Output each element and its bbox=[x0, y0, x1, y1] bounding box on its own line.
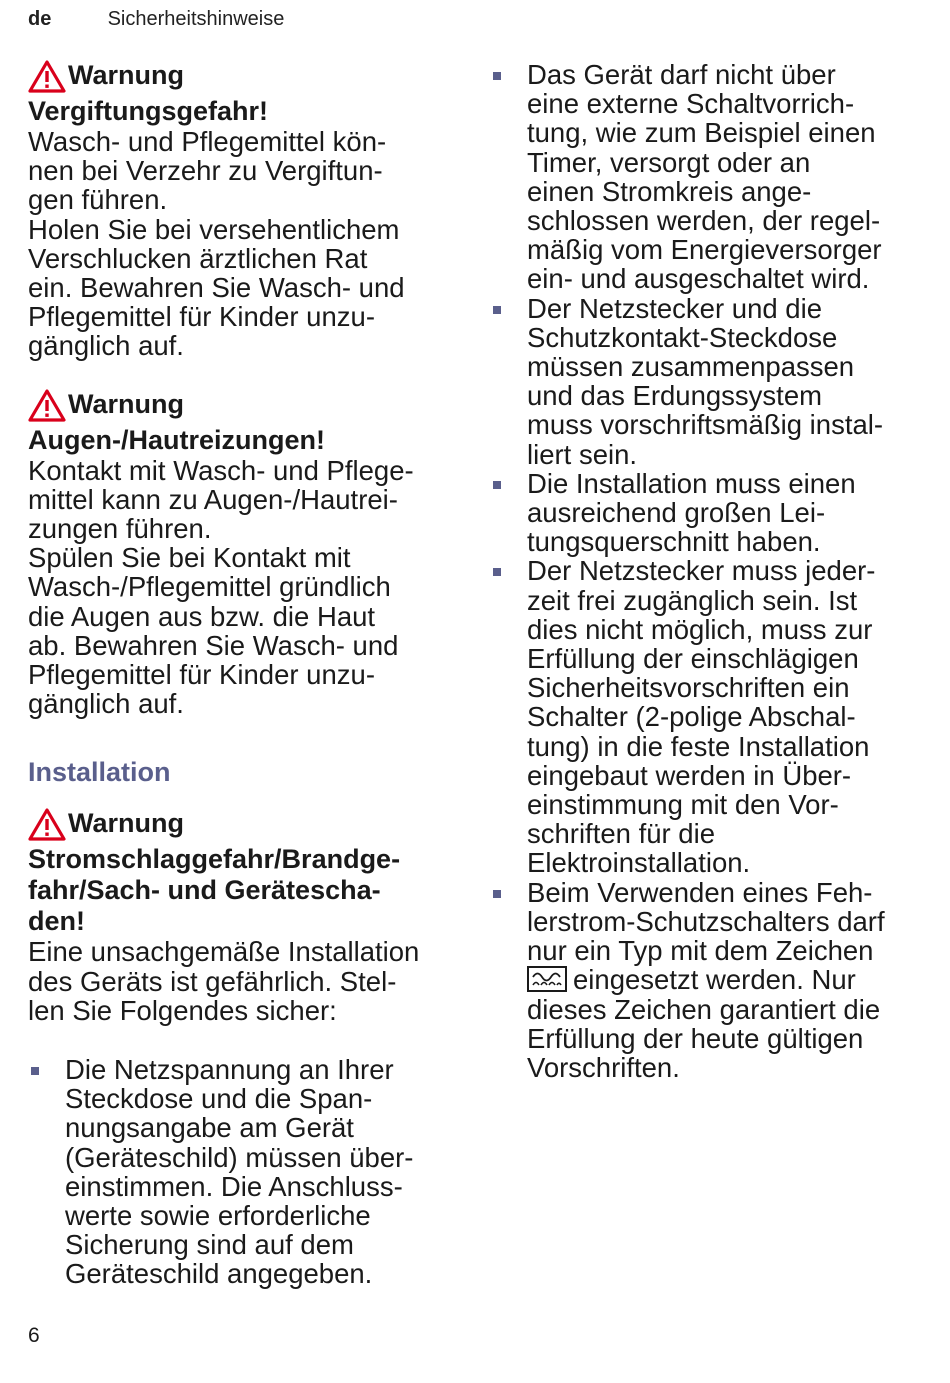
text-line: ein- und ausgeschaltet wird. bbox=[527, 263, 870, 295]
list-item bbox=[28, 1055, 458, 1289]
text-line: ab. Bewahren Sie Wasch- und bbox=[28, 629, 399, 661]
text-line-with-symbol bbox=[527, 965, 935, 994]
warning-text bbox=[28, 127, 458, 361]
page-header bbox=[28, 8, 284, 31]
text-line: Das Gerät darf nicht über bbox=[527, 59, 836, 90]
bullet-square-icon bbox=[493, 481, 501, 489]
warning-triangle-icon bbox=[28, 808, 66, 841]
warning-text bbox=[28, 937, 458, 1025]
section-header-title: Sicherheitshinweise bbox=[107, 8, 285, 30]
text-line: Holen Sie bei versehentlichem bbox=[28, 213, 400, 245]
text-line: tungsquerschnitt haben. bbox=[527, 526, 821, 558]
text-line: des Geräts ist gefährlich. Stel- bbox=[28, 965, 397, 997]
text-line: Elektroinstallation. bbox=[527, 847, 751, 879]
text-line: Wasch- und Pflegemittel kön- bbox=[28, 126, 387, 157]
text-line: ein. Bewahren Sie Wasch- und bbox=[28, 272, 405, 304]
text-line: und das Erdungssystem bbox=[527, 380, 823, 412]
text-line: Kontakt mit Wasch- und Pflege- bbox=[28, 454, 414, 486]
text-line: mittel kann zu Augen-/Hautrei- bbox=[28, 483, 398, 515]
text-line: Die Netzspannung an Ihrer bbox=[65, 1054, 394, 1086]
text-line: Sicherung sind auf dem bbox=[65, 1229, 354, 1261]
text-line: einstimmung mit den Vor- bbox=[527, 789, 839, 821]
subtitle-line: Stromschlaggefahr/Brandge- bbox=[28, 844, 401, 875]
warning-heading bbox=[28, 389, 458, 425]
text-line: muss vorschriftsmäßig instal- bbox=[527, 409, 884, 441]
bullet-square-icon bbox=[493, 306, 501, 314]
warning-triangle-icon bbox=[28, 60, 66, 93]
warning-subtitle: Augen-/Hautreizungen! bbox=[28, 424, 325, 455]
text-line: gänglich auf. bbox=[28, 688, 184, 720]
warning-subtitle: Vergiftungsgefahr! bbox=[28, 96, 269, 126]
list-item bbox=[490, 294, 935, 469]
text-line: Steckdose und die Span- bbox=[65, 1083, 373, 1115]
text-line: Sicherheitsvorschriften ein bbox=[527, 672, 850, 704]
installation-list-right bbox=[490, 60, 935, 1082]
warning-subtitle bbox=[28, 844, 458, 937]
list-item bbox=[490, 60, 935, 294]
text-line: tung) in die feste Installation bbox=[527, 730, 870, 762]
text-line: Eine unsachgemäße Installation bbox=[28, 936, 420, 968]
text-line: ausreichend großen Lei- bbox=[527, 497, 826, 529]
section-title-installation: Installation bbox=[28, 757, 171, 788]
text-line: len Sie Folgendes sicher: bbox=[28, 994, 337, 1026]
warning-heading bbox=[28, 808, 458, 844]
text-line: dies nicht möglich, muss zur bbox=[527, 613, 873, 645]
bullet-square-icon bbox=[493, 568, 501, 576]
text-line: tung, wie zum Beispiel einen bbox=[527, 117, 876, 149]
warning-poisoning bbox=[28, 60, 458, 361]
list-item bbox=[490, 878, 935, 1082]
language-code: de bbox=[28, 8, 52, 30]
text-line: Timer, versorgt oder an bbox=[527, 146, 811, 178]
text-line: Wasch-/Pflegemittel gründlich bbox=[28, 571, 391, 603]
text-line: Pflegemittel für Kinder unzu- bbox=[28, 659, 375, 691]
bullet-square-icon bbox=[493, 72, 501, 80]
text-line: nungsangabe am Gerät bbox=[65, 1112, 354, 1144]
warning-irritation bbox=[28, 389, 458, 719]
text-line: nen bei Verzehr zu Vergiftun- bbox=[28, 155, 383, 187]
text-line: liert sein. bbox=[527, 438, 638, 470]
list-item bbox=[490, 469, 935, 557]
list-item bbox=[490, 556, 935, 877]
text-line: mäßig vom Energieversorger bbox=[527, 234, 882, 266]
text-line: Schutzkontakt-Steckdose bbox=[527, 321, 838, 353]
text-line: eingebaut werden in Über- bbox=[527, 759, 852, 791]
text-line: einen Stromkreis ange- bbox=[527, 175, 812, 207]
text-line: schlossen werden, der regel- bbox=[527, 205, 881, 237]
right-column bbox=[490, 60, 935, 1082]
text-line: zeit frei zugänglich sein. Ist bbox=[527, 584, 858, 616]
text-line: Schalter (2-polige Abschal- bbox=[527, 701, 856, 733]
text-line: Der Netzstecker und die bbox=[527, 292, 822, 324]
text-line: gen führen. bbox=[28, 184, 168, 216]
text-line: lerstrom-Schutzschalters darf bbox=[527, 905, 885, 937]
warning-label: Warnung bbox=[68, 808, 184, 839]
subtitle-line: den! bbox=[28, 906, 85, 937]
text-line: Spülen Sie bei Kontakt mit bbox=[28, 542, 351, 574]
text-line: gänglich auf. bbox=[28, 330, 184, 362]
text-line: (Geräteschild) müssen über- bbox=[65, 1141, 414, 1173]
text-line: Vorschriften. bbox=[527, 1051, 680, 1083]
bullet-square-icon bbox=[31, 1067, 39, 1075]
text-line: Der Netzstecker muss jeder- bbox=[527, 555, 876, 587]
text-line: schriften für die bbox=[527, 818, 716, 850]
warning-heading bbox=[28, 60, 458, 96]
text-line: die Augen aus bzw. die Haut bbox=[28, 600, 376, 632]
subtitle-line: fahr/Sach- und Geräteschа- bbox=[28, 875, 381, 906]
left-column bbox=[28, 60, 458, 1289]
warning-label: Warnung bbox=[68, 388, 184, 419]
text-line: Geräteschild angegeben. bbox=[65, 1258, 373, 1290]
text-line-rest: eingesetzt werden. Nur bbox=[573, 964, 856, 996]
page-number: 6 bbox=[28, 1324, 40, 1347]
text-line: Verschlucken ärztlichen Rat bbox=[28, 242, 368, 274]
text-line: werte sowie erforderliche bbox=[65, 1200, 371, 1232]
installation-list-left bbox=[28, 1055, 458, 1289]
text-line: eine externe Schaltvorrich- bbox=[527, 88, 855, 120]
text-line: einstimmen. Die Anschluss- bbox=[65, 1170, 403, 1202]
text-line: Beim Verwenden eines Feh- bbox=[527, 876, 873, 908]
rcd-type-symbol-icon bbox=[527, 966, 567, 992]
text-line: Erfüllung der einschlägigen bbox=[527, 643, 859, 675]
warning-electric bbox=[28, 808, 458, 1025]
text-line: Die Installation muss einen bbox=[527, 467, 856, 499]
text-line: dieses Zeichen garantiert die bbox=[527, 993, 881, 1025]
text-line: müssen zusammenpassen bbox=[527, 351, 855, 383]
text-line: zungen führen. bbox=[28, 513, 212, 545]
text-line: nur ein Typ mit dem Zeichen bbox=[527, 935, 874, 967]
text-line: Erfüllung der heute gültigen bbox=[527, 1022, 864, 1054]
warning-text bbox=[28, 456, 458, 719]
warning-label: Warnung bbox=[68, 60, 184, 90]
bullet-square-icon bbox=[493, 890, 501, 898]
text-line: Pflegemittel für Kinder unzu- bbox=[28, 301, 375, 333]
warning-triangle-icon bbox=[28, 389, 66, 422]
